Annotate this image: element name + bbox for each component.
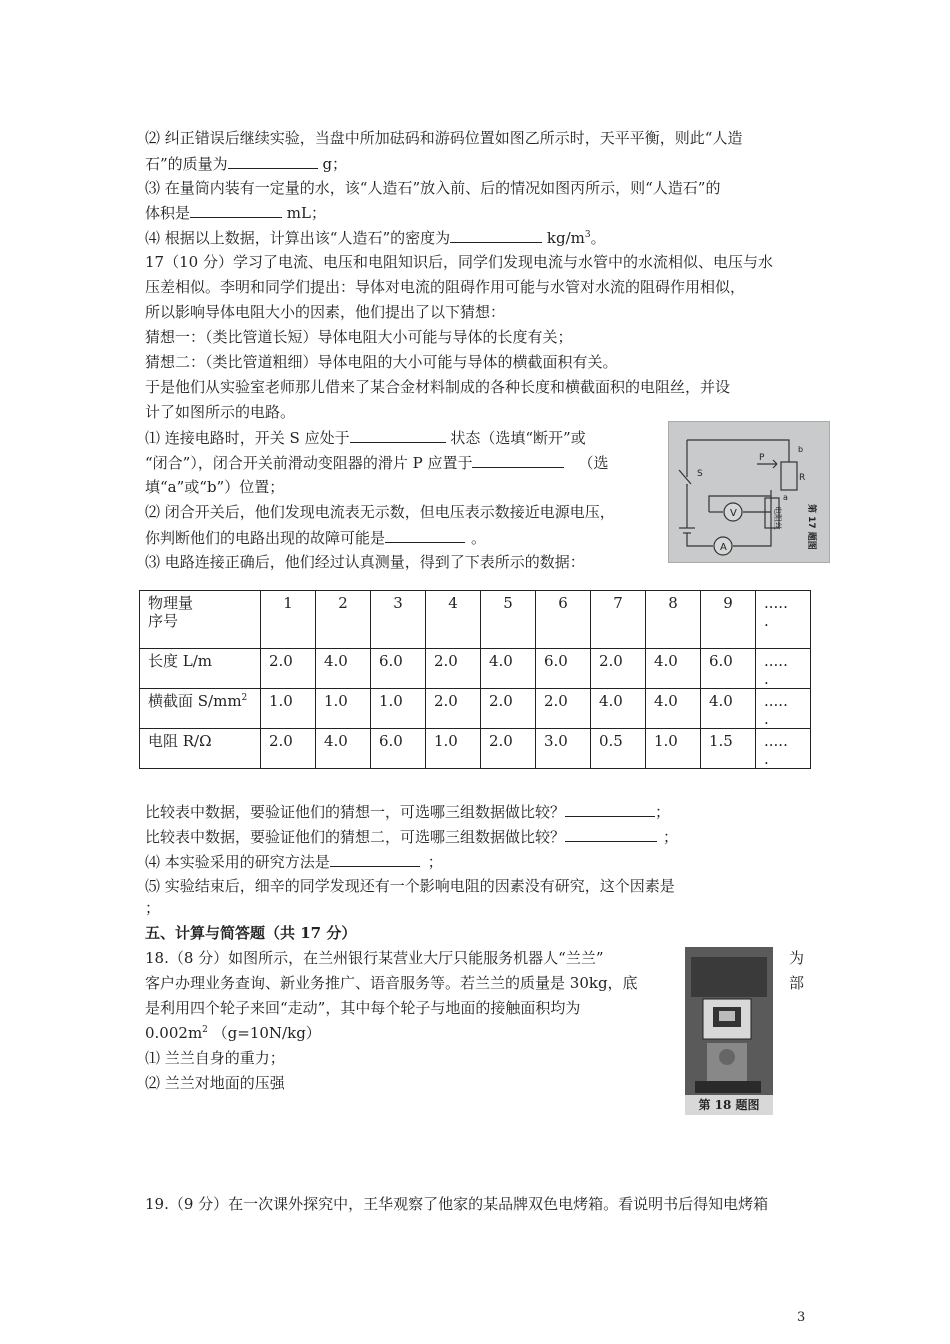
table-cell: 6.0 <box>701 649 756 689</box>
circuit-diagram <box>669 422 829 562</box>
switch-label: S <box>697 469 703 479</box>
q17-part5: ⑸ 实验结束后，细辛的同学发现还有一个影响电阻的因素没有研究，这个因素是 <box>145 877 675 895</box>
voltmeter-label: V <box>730 508 737 519</box>
table-row <box>140 689 811 729</box>
q17-part5-end: ； <box>145 899 161 917</box>
table-cell: 2.0 <box>261 729 316 769</box>
q17-exp-1: 于是他们从实验室老师那儿借来了某合金材料制成的各种长度和横截面积的电阻丝，并设 <box>145 378 731 396</box>
table-cell: 2.0 <box>426 689 481 729</box>
table-col-header: 1 <box>261 591 316 649</box>
q16-part3-line2: 体积是 mL； <box>145 204 326 222</box>
table-cell: 6.0 <box>536 649 591 689</box>
row-label-resistance: 电阻 R/Ω <box>140 729 261 769</box>
q18-line-4: $0.002m^2$ （g=10N/kg） <box>145 1024 321 1042</box>
answer-blank[interactable] <box>565 826 657 842</box>
q17-compare-1: 比较表中数据，要验证他们的猜想一，可选哪三组数据做比较？ ； <box>145 803 671 821</box>
table-corner-header: 物理量 序号 <box>140 591 261 649</box>
table-cell: 2.0 <box>261 649 316 689</box>
rheostat-symbol <box>781 462 797 490</box>
table-cell: 0.5 <box>591 729 646 769</box>
table-col-header: 2 <box>316 591 371 649</box>
ammeter-label: A <box>720 542 727 553</box>
q16-part4: ⑷ 根据以上数据，计算出该“人造石”的密度为 $kg/m^3$。 <box>145 229 606 247</box>
table-cell: 1.0 <box>426 729 481 769</box>
table-col-header: 4 <box>426 591 481 649</box>
table-cell: 2.0 <box>426 649 481 689</box>
answer-blank[interactable] <box>190 202 282 218</box>
answer-blank[interactable] <box>385 527 465 543</box>
q17-intro-2: 压差相似。李明和同学们提出：导体对电流的阻碍作用可能与水管对水流的阻碍作用相似， <box>145 278 746 296</box>
q18-line-1: 18.（8 分）如图所示，在兰州银行某营业大厅只能服务机器人“兰兰” <box>145 949 604 967</box>
table-cell: 4.0 <box>646 649 701 689</box>
table-cell: 2.0 <box>481 689 536 729</box>
q17-intro-3: 所以影响导体电阻大小的因素，他们提出了以下猜想： <box>145 303 506 321</box>
table-cell: 1.0 <box>316 689 371 729</box>
q17-part1-line1: ⑴ 连接电路时，开关 S 应处于 状态（选填“断开”或 <box>145 429 586 447</box>
q18-line-1-tail: 为 <box>789 949 805 967</box>
q18-line-2: 客户办理业务查询、新业务推广、语音服务等。若兰兰的质量是 30kg，底 <box>145 974 638 992</box>
table-cell: 4.0 <box>701 689 756 729</box>
table-cell: 4.0 <box>481 649 536 689</box>
table-cell: 6.0 <box>371 649 426 689</box>
table-cell: 2.0 <box>481 729 536 769</box>
table-row <box>140 649 811 689</box>
q16-part2-line1: ⑵ 纠正错误后继续实验，当盘中所加砝码和游码位置如图乙所示时，天平平衡，则此“人造 <box>145 129 743 147</box>
resistance-wire-label: 电阻丝 <box>773 506 782 530</box>
q17-part1-line3: 填“a”或“b”）位置； <box>145 478 285 496</box>
figure-17-caption: 第 17 题图 <box>806 504 816 550</box>
q18-sub-1: ⑴ 兰兰自身的重力； <box>145 1049 285 1067</box>
table-cell: 1.0 <box>371 689 426 729</box>
q19-line-1: 19.（9 分）在一次课外探究中，王华观察了他家的某品牌双色电烤箱。看说明书后得知电烤箱 <box>145 1195 769 1213</box>
figure-18-caption: 第 18 题图 <box>685 1095 773 1115</box>
table-cell: 4.0 <box>316 729 371 769</box>
slider-label: P <box>759 453 765 463</box>
q17-guess-2: 猜想二：（类比管道粗细）导体电阻的大小可能与导体的横截面积有关。 <box>145 353 618 371</box>
table-ellipsis: ..... . <box>756 649 811 689</box>
data-table <box>139 590 811 769</box>
q17-intro-1: 17（10 分）学习了电流、电压和电阻知识后，同学们发现电流与水管中的水流相似、电压与水 <box>145 253 773 271</box>
table-col-header: 8 <box>646 591 701 649</box>
table-cell: 1.0 <box>646 729 701 769</box>
circuit-figure <box>668 421 830 563</box>
answer-blank[interactable] <box>565 801 655 817</box>
q17-guess-1: 猜想一：（类比管道长短）导体电阻大小可能与导体的长度有关； <box>145 328 573 346</box>
table-cell: 4.0 <box>646 689 701 729</box>
terminal-a-label: a <box>783 493 788 502</box>
q16-part2-line2: 石”的质量为 g； <box>145 155 348 173</box>
answer-blank[interactable] <box>228 153 318 169</box>
rheostat-label: R <box>799 473 806 483</box>
q16-part3-line1: ⑶ 在量筒内装有一定量的水，该“人造石”放入前、后的情况如图丙所示，则“人造石”的 <box>145 179 721 197</box>
q18-sub-2: ⑵ 兰兰对地面的压强 <box>145 1074 285 1092</box>
q17-part2-line2: 你判断他们的电路出现的故障可能是 。 <box>145 529 487 547</box>
q17-part1-line2: “闭合”），闭合开关前滑动变阻器的滑片 P 应置于 （选 <box>145 454 609 472</box>
table-cell: 1.0 <box>261 689 316 729</box>
table-cell: 2.0 <box>591 649 646 689</box>
q18-line-2-tail: 部 <box>789 974 805 992</box>
table-ellipsis: ..... . <box>756 689 811 729</box>
answer-blank[interactable] <box>472 452 564 468</box>
table-cell: 4.0 <box>316 649 371 689</box>
robot-photo <box>685 947 773 1115</box>
table-col-header: 7 <box>591 591 646 649</box>
q18-line-3: 是利用四个轮子来回“走动”，其中每个轮子与地面的接触面积均为 <box>145 999 581 1017</box>
table-header-row <box>140 591 811 649</box>
table-col-header: 6 <box>536 591 591 649</box>
q17-part2-line1: ⑵ 闭合开关后，他们发现电流表无示数，但电压表示数接近电源电压， <box>145 503 615 521</box>
row-label-area: 横截面 $S/mm^2$ <box>140 689 261 729</box>
q17-part4: ⑷ 本实验采用的研究方法是 ； <box>145 853 443 871</box>
robot-figure <box>685 947 773 1115</box>
table-cell: 4.0 <box>591 689 646 729</box>
table-cell: 1.5 <box>701 729 756 769</box>
table-col-header: 9 <box>701 591 756 649</box>
answer-blank[interactable] <box>450 227 542 243</box>
q17-part3: ⑶ 电路连接正确后，他们经过认真测量，得到了下表所示的数据： <box>145 553 585 571</box>
answer-blank[interactable] <box>350 427 446 443</box>
table-cell: 2.0 <box>536 689 591 729</box>
table-row <box>140 729 811 769</box>
answer-blank[interactable] <box>330 851 420 867</box>
table-cell: 6.0 <box>371 729 426 769</box>
table-col-header: 5 <box>481 591 536 649</box>
terminal-b-label: b <box>798 445 804 454</box>
page-number: 3 <box>797 1310 806 1325</box>
q17-exp-2: 计了如图所示的电路。 <box>145 403 296 421</box>
table-ellipsis: ..... . <box>756 729 811 769</box>
section-5-title: 五、计算与简答题（共 17 分） <box>145 924 357 942</box>
table-ellipsis: ..... . <box>756 591 811 649</box>
row-label-length: 长度 L/m <box>140 649 261 689</box>
table-col-header: 3 <box>371 591 426 649</box>
table-cell: 3.0 <box>536 729 591 769</box>
q17-compare-2: 比较表中数据，要验证他们的猜想二，可选哪三组数据做比较？ ； <box>145 828 679 846</box>
